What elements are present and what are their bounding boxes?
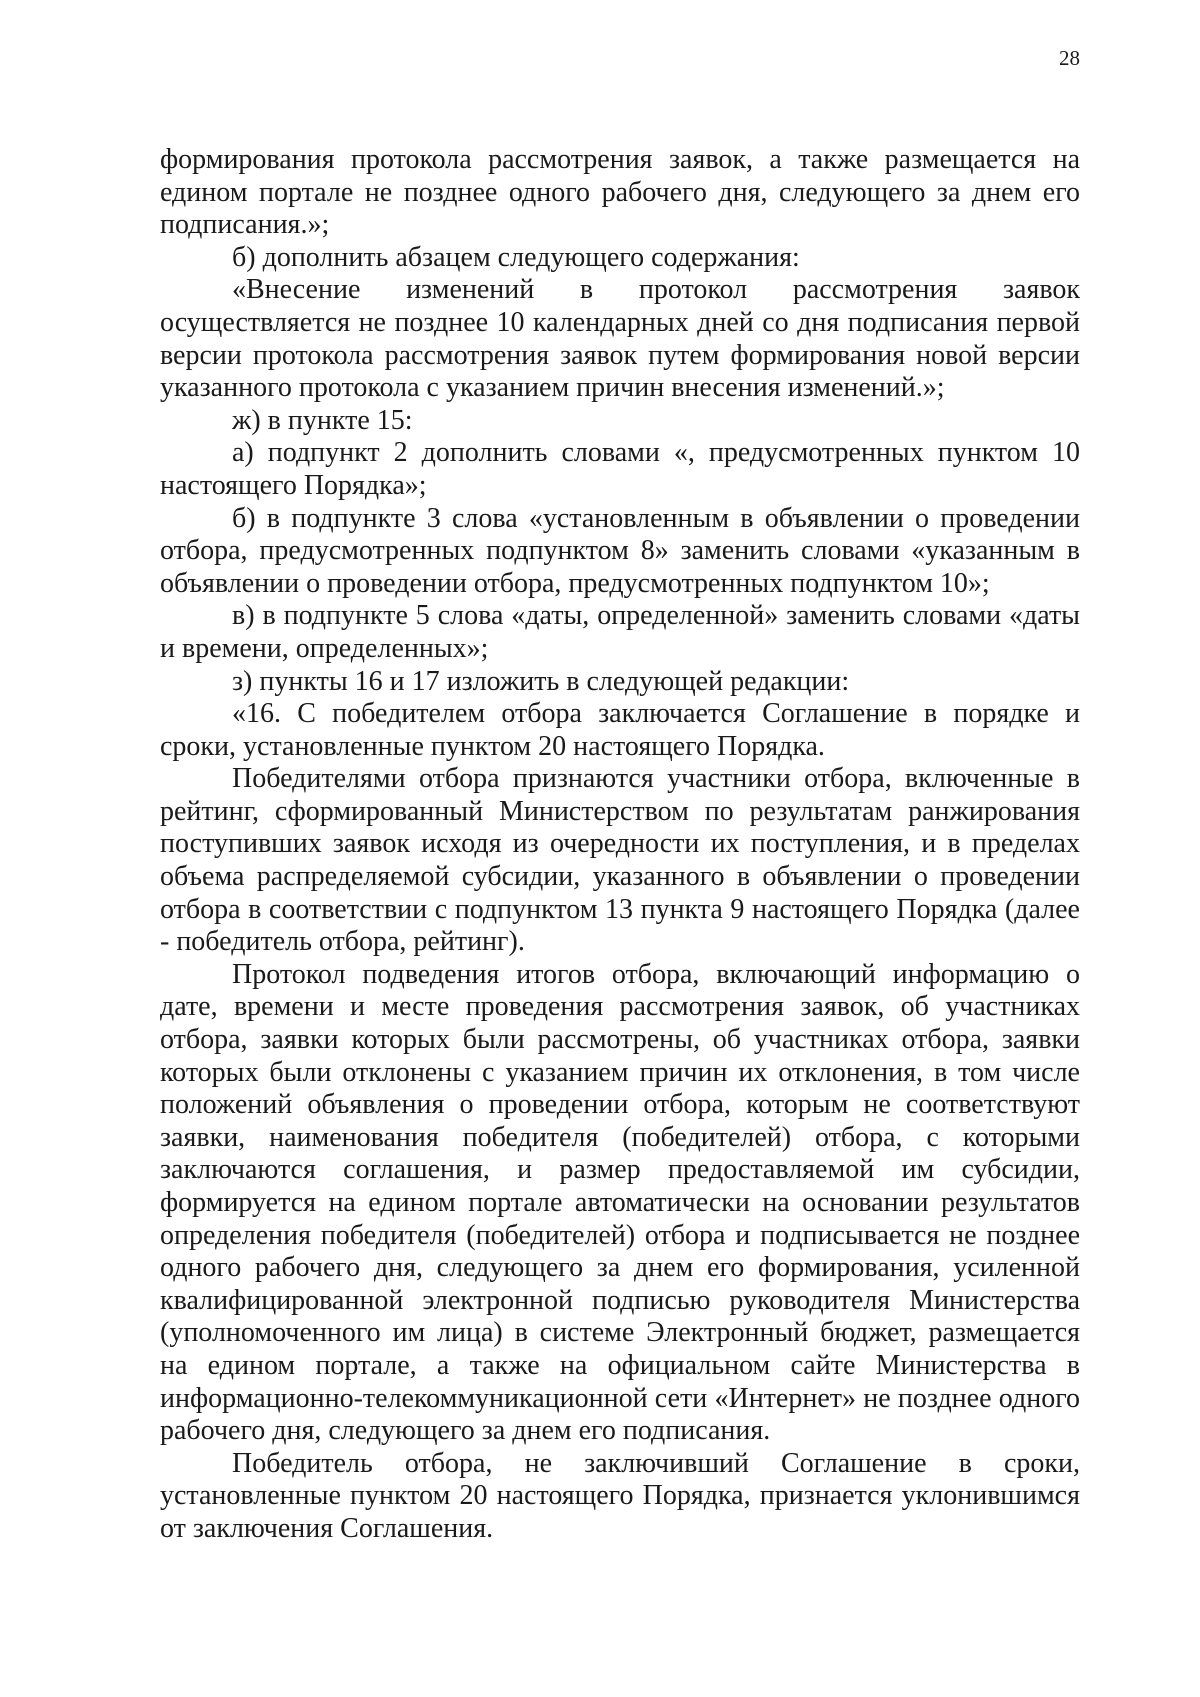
paragraph: в) в подпункте 5 слова «даты, определенной» заменить словами «даты и времени, определенных»; bbox=[160, 600, 1080, 664]
page-number: 28 bbox=[1059, 46, 1080, 70]
paragraph: б) в подпункте 3 слова «установленным в объявлении о проведении отбора, предусмотренных подпунктом 8» заменить словами «указанным в объявлении о проведении отбора, предусмотренных подпунктом 10»; bbox=[160, 502, 1080, 599]
paragraph: формирования протокола рассмотрения заявок, а также размещается на едином портале не позднее одного рабочего дня, следующего за днем его подписания.»; bbox=[160, 144, 1080, 241]
paragraph: ж) в пункте 15: bbox=[232, 404, 413, 436]
paragraph: а) подпункт 2 дополнить словами «, предусмотренных пунктом 10 настоящего Порядка»; bbox=[160, 437, 1080, 501]
paragraph: з) пункты 16 и 17 изложить в следующей редакции: bbox=[232, 665, 850, 697]
document-body bbox=[160, 144, 1080, 1546]
paragraph: «16. С победителем отбора заключается Соглашение в порядке и сроки, установленные пунктом 20 настоящего Порядка. bbox=[160, 698, 1080, 762]
paragraph: «Внесение изменений в протокол рассмотрения заявок осуществляется не позднее 10 календарных дней со дня подписания первой версии протокола рассмотрения заявок путем формирования новой версии указанного протокола с указанием причин внесения изменений.»; bbox=[160, 274, 1080, 404]
paragraph: Победителями отбора признаются участники отбора, включенные в рейтинг, сформированный Министерством по результатам ранжирования поступивших заявок исходя из очередности их поступления, и в пределах объема распределяемой субсидии, указанного в объявлении о проведении отбора в соответствии с подпунктом 13 пункта 9 настоящего Порядка (далее - победитель отбора, рейтинг). bbox=[160, 763, 1080, 958]
paragraph: б) дополнить абзацем следующего содержания: bbox=[232, 241, 800, 273]
paragraph: Победитель отбора, не заключивший Соглашение в сроки, установленные пунктом 20 настоящего Порядка, признается уклонившимся от заключения Соглашения. bbox=[160, 1447, 1080, 1544]
paragraph: Протокол подведения итогов отбора, включающий информацию о дате, времени и месте проведения рассмотрения заявок, об участниках отбора, заявки которых были рассмотрены, об участниках отбора, заявки которых были отклонены с указанием причин их отклонения, в том числе положений объявления о проведении отбора, которым не соответствуют заявки, наименования победителя (победителей) отбора, с которыми заключаются соглашения, и размер предоставляемой им субсидии, формируется на едином портале автоматически на основании результатов определения победителя (победителей) отбора и подписывается не позднее одного рабочего дня, следующего за днем его формирования, усиленной квалифицированной электронной подписью руководителя Министерства (уполномоченного им лица) в системе Электронный бюджет, размещается на едином портале, а также на официальном сайте Министерства в информационно-телекоммуникационной сети «Интернет» не позднее одного рабочего дня, следующего за днем его подписания. bbox=[160, 958, 1080, 1447]
